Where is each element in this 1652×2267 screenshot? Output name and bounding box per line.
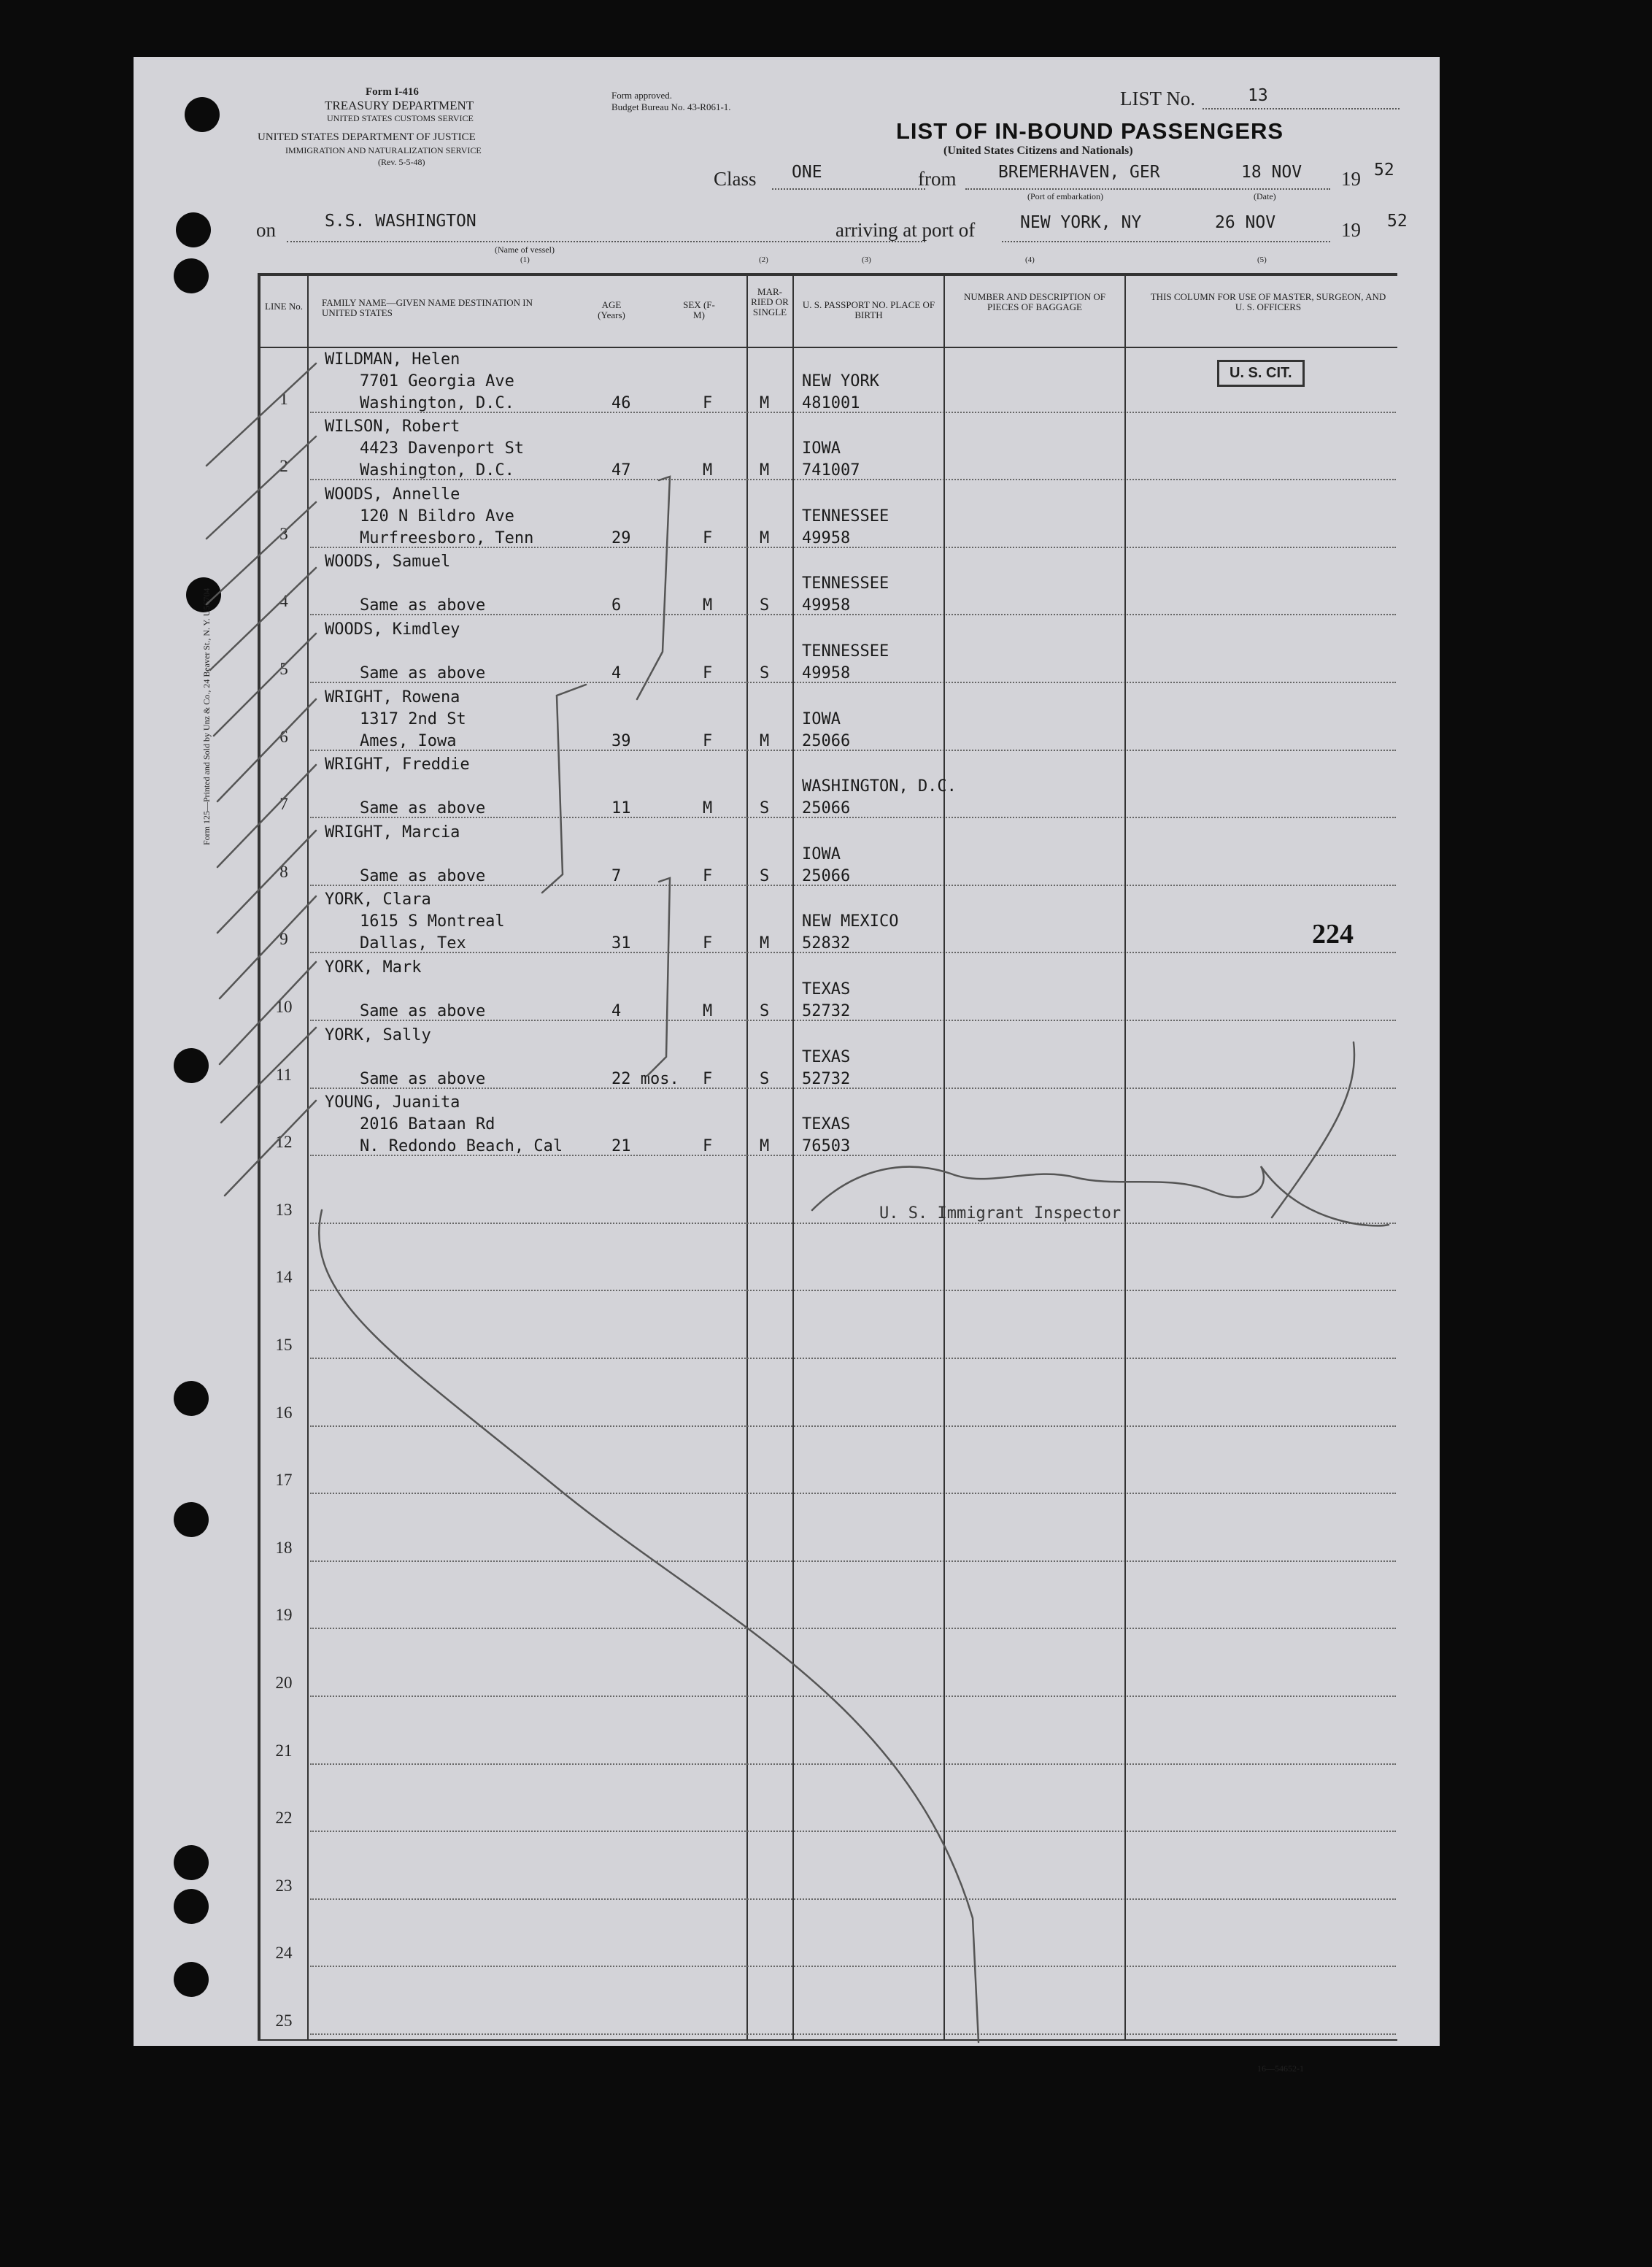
rev-date: (Rev. 5-5-48) (378, 157, 425, 167)
marital-status: S (760, 1002, 770, 1020)
address-line: Same as above (360, 596, 486, 615)
citizen-stamp: U. S. CIT. (1217, 360, 1305, 387)
line-number: 5 (279, 660, 288, 678)
class-label: Class (714, 168, 757, 190)
marital-status: S (760, 596, 770, 615)
age-value: 47 (611, 461, 631, 480)
sex-value: M (703, 461, 713, 480)
binder-hole (174, 1502, 209, 1537)
col-header-age: AGE (Years) (598, 299, 625, 320)
age-value: 31 (611, 934, 631, 953)
marital-status: S (760, 1069, 770, 1088)
sex-value: F (703, 866, 713, 885)
address-line: 1317 2nd St (360, 709, 466, 728)
list-number: 13 (1248, 86, 1268, 105)
row-rule (310, 1493, 1396, 1494)
birth-place: TENNESSEE (802, 507, 889, 526)
binder-hole (174, 1889, 209, 1924)
line-number: 16 (275, 1403, 293, 1422)
line-number: 17 (275, 1471, 293, 1490)
passport-number: 481001 (802, 393, 860, 412)
line-number: 21 (275, 1741, 293, 1760)
age-value: 21 (611, 1137, 631, 1156)
table-left-border (258, 273, 260, 2041)
binder-hole (174, 1381, 209, 1416)
line-number: 19 (275, 1606, 293, 1625)
birth-place: IOWA (802, 844, 841, 863)
passenger-name: WOODS, Annelle (325, 485, 460, 504)
date-caption: (Date) (1254, 191, 1276, 201)
passenger-name: WRIGHT, Freddie (325, 755, 470, 774)
passport-number: 49958 (802, 528, 851, 547)
address-line: 4423 Davenport St (360, 439, 525, 458)
line-number: 25 (275, 2012, 293, 2030)
address-line: 1615 S Montreal (360, 912, 505, 931)
address-line: 120 N Bildro Ave (360, 507, 514, 526)
sex-value: F (703, 1069, 713, 1088)
line-number: 2 (279, 457, 288, 476)
year-prefix-2: 19 (1341, 219, 1361, 241)
address-line: Murfreesboro, Tenn (360, 528, 534, 547)
birth-place: WASHINGTON, D.C. (802, 777, 957, 796)
arrival-year: 52 (1387, 212, 1408, 231)
passenger-name: WOODS, Samuel (325, 553, 451, 571)
passenger-name: WRIGHT, Marcia (325, 823, 460, 842)
passport-number: 76503 (802, 1137, 851, 1156)
arrival-line (1002, 241, 1330, 242)
row-rule (310, 2033, 1396, 2035)
line-number: 13 (275, 1200, 293, 1219)
binder-hole (174, 1962, 209, 1997)
col-header-name: FAMILY NAME—GIVEN NAME DESTINATION IN UNITED STATES (322, 297, 533, 318)
form-title: LIST OF IN-BOUND PASSENGERS (896, 118, 1284, 144)
arrival-port: NEW YORK, NY (1020, 213, 1142, 232)
row-rule (310, 1425, 1396, 1427)
on-label: on (256, 219, 276, 241)
marital-status: M (760, 393, 770, 412)
address-line: N. Redondo Beach, Cal (360, 1137, 563, 1156)
class-value: ONE (792, 163, 822, 182)
table-top-rule (258, 273, 1397, 276)
row-rule (310, 1763, 1396, 1765)
form-code: 16—54652-1 (1257, 2063, 1304, 2074)
passenger-name: WRIGHT, Rowena (325, 688, 460, 707)
embark-date: 18 NOV (1241, 163, 1302, 182)
passport-number: 25066 (802, 731, 851, 750)
passport-number: 49958 (802, 596, 851, 615)
passenger-name: YORK, Sally (325, 1025, 431, 1044)
sex-value: M (703, 1002, 713, 1020)
col-header-passport: U. S. PASSPORT NO. PLACE OF BIRTH (802, 299, 935, 320)
line-number: 15 (275, 1336, 293, 1354)
side-print: Form 125—Printed and Sold by Unz & Co., 24 Beaver St., N. Y. U56704 (201, 588, 212, 845)
birth-place: IOWA (802, 439, 841, 458)
address-line: Same as above (360, 664, 486, 682)
birth-place: TEXAS (802, 980, 851, 998)
col-header-sex: SEX (F-M) (683, 299, 715, 320)
row-rule (310, 1898, 1396, 1900)
binder-hole (174, 258, 209, 293)
passenger-name: WILDMAN, Helen (325, 350, 460, 369)
sex-value: M (703, 799, 713, 818)
row-rule (310, 1966, 1396, 1967)
line-number: 6 (279, 727, 288, 746)
passport-number: 25066 (802, 866, 851, 885)
ins-service: IMMIGRATION AND NATURALIZATION SERVICE (285, 145, 482, 155)
passport-number: 52732 (802, 1069, 851, 1088)
caption-3: (3) (862, 255, 871, 264)
line-number: 24 (275, 1944, 293, 1963)
inspector-caption: U. S. Immigrant Inspector (879, 1204, 1122, 1223)
address-line: Washington, D.C. (360, 461, 514, 480)
col-divider-officers (1124, 273, 1126, 2041)
birth-place: IOWA (802, 709, 841, 728)
passenger-name: YORK, Clara (325, 890, 431, 909)
customs-service: UNITED STATES CUSTOMS SERVICE (327, 113, 474, 123)
sex-value: F (703, 731, 713, 750)
line-number: 1 (279, 389, 288, 408)
row-rule (310, 952, 1396, 953)
row-rule (310, 1290, 1396, 1291)
row-rule (310, 1628, 1396, 1629)
passenger-name: YOUNG, Juanita (325, 1093, 460, 1112)
handwritten-number: 224 (1312, 919, 1354, 950)
marital-status: S (760, 664, 770, 682)
address-line: Washington, D.C. (360, 393, 514, 412)
age-value: 46 (611, 393, 631, 412)
address-line: Dallas, Tex (360, 934, 466, 953)
justice-dept: UNITED STATES DEPARTMENT OF JUSTICE (258, 131, 476, 143)
sex-value: F (703, 1137, 713, 1156)
address-line: Same as above (360, 799, 486, 818)
age-value: 29 (611, 528, 631, 547)
address-line: Same as above (360, 1002, 486, 1020)
binder-hole (185, 97, 220, 132)
caption-2: (2) (759, 255, 768, 264)
embarkation-port: BREMERHAVEN, GER (998, 163, 1160, 182)
sex-value: F (703, 664, 713, 682)
line-number: 12 (275, 1133, 293, 1152)
birth-place: TENNESSEE (802, 642, 889, 661)
passenger-name: WOODS, Kimdley (325, 620, 460, 639)
birth-place: NEW YORK (802, 372, 879, 390)
address-line: Ames, Iowa (360, 731, 457, 750)
age-value: 4 (611, 1002, 622, 1020)
row-rule (310, 1696, 1396, 1697)
address-line: Same as above (360, 866, 486, 885)
col-divider-married (746, 273, 748, 2041)
passport-number: 741007 (802, 461, 860, 480)
passport-number: 25066 (802, 799, 851, 818)
line-number: 8 (279, 862, 288, 881)
sex-value: F (703, 393, 713, 412)
sex-value: F (703, 934, 713, 953)
col-divider-baggage (943, 273, 945, 2041)
row-rule (310, 1223, 1396, 1224)
row-rule (310, 750, 1396, 751)
line-number: 20 (275, 1674, 293, 1692)
arriving-label: arriving at port of (835, 219, 976, 241)
year-prefix: 19 (1341, 168, 1361, 190)
line-number: 18 (275, 1538, 293, 1557)
line-number: 11 (275, 1065, 293, 1084)
binder-hole (176, 212, 211, 247)
marital-status: M (760, 461, 770, 480)
marital-status: M (760, 731, 770, 750)
age-value: 22 mos. (611, 1069, 679, 1088)
birth-place: TENNESSEE (802, 574, 889, 593)
row-rule (310, 1358, 1396, 1359)
table-bottom-rule (258, 2039, 1397, 2041)
passport-number: 49958 (802, 664, 851, 682)
age-value: 39 (611, 731, 631, 750)
budget-bureau: Budget Bureau No. 43-R061-1. (611, 101, 731, 112)
line-number: 10 (275, 998, 293, 1016)
col-header-line: LINE No. (265, 301, 303, 312)
caption-5: (5) (1257, 255, 1267, 264)
col-divider-line (307, 273, 309, 2041)
binder-hole (174, 1845, 209, 1880)
vessel-caption: (Name of vessel) (495, 245, 555, 255)
class-line (772, 188, 925, 190)
row-rule (310, 1560, 1396, 1562)
birth-place: TEXAS (802, 1047, 851, 1066)
line-number: 9 (279, 930, 288, 949)
binder-hole (174, 1048, 209, 1083)
sex-value: F (703, 528, 713, 547)
line-number: 7 (279, 795, 288, 814)
caption-1: (1) (520, 255, 530, 264)
list-label: LIST No. (1120, 88, 1196, 109)
row-rule (310, 1831, 1396, 1832)
birth-place: NEW MEXICO (802, 912, 899, 931)
embark-year: 52 (1374, 161, 1394, 180)
form-id: Form I-416 (366, 86, 419, 98)
age-value: 11 (611, 799, 631, 818)
age-value: 4 (611, 664, 622, 682)
line-number: 14 (275, 1268, 293, 1287)
passport-number: 52832 (802, 934, 851, 953)
vessel-name: S.S. WASHINGTON (325, 212, 476, 231)
document-page (134, 57, 1440, 2074)
age-value: 6 (611, 596, 622, 615)
form-subtitle: (United States Citizens and Nationals) (943, 145, 1133, 157)
marital-status: M (760, 934, 770, 953)
passenger-name: YORK, Mark (325, 958, 422, 977)
vessel-line (287, 241, 925, 242)
marital-status: S (760, 866, 770, 885)
line-number: 4 (279, 592, 288, 611)
address-line: 7701 Georgia Ave (360, 372, 514, 390)
marital-status: S (760, 799, 770, 818)
sex-value: M (703, 596, 713, 615)
address-line: Same as above (360, 1069, 486, 1088)
col-divider-passport (792, 273, 794, 2041)
from-label: from (918, 168, 957, 190)
col-header-baggage: NUMBER AND DESCRIPTION OF PIECES OF BAGGAGE (964, 291, 1105, 312)
marital-status: M (760, 1137, 770, 1156)
from-line (965, 188, 1330, 190)
caption-4: (4) (1025, 255, 1035, 264)
form-approved: Form approved. (611, 90, 673, 101)
marital-status: M (760, 528, 770, 547)
line-number: 3 (279, 524, 288, 543)
col-header-officers: THIS COLUMN FOR USE OF MASTER, SURGEON, AND U. S. OFFICERS (1150, 291, 1386, 312)
arrival-date: 26 NOV (1215, 213, 1276, 232)
line-number: 23 (275, 1876, 293, 1895)
col-header-married: MAR-RIED OR SINGLE (751, 286, 789, 317)
address-line: 2016 Bataan Rd (360, 1115, 495, 1134)
list-no-line (1203, 108, 1400, 109)
line-number: 22 (275, 1809, 293, 1828)
passenger-name: WILSON, Robert (325, 417, 460, 436)
birth-place: TEXAS (802, 1115, 851, 1134)
passport-number: 52732 (802, 1002, 851, 1020)
treasury-dept: TREASURY DEPARTMENT (325, 99, 474, 112)
port-caption: (Port of embarkation) (1027, 191, 1103, 201)
age-value: 7 (611, 866, 622, 885)
